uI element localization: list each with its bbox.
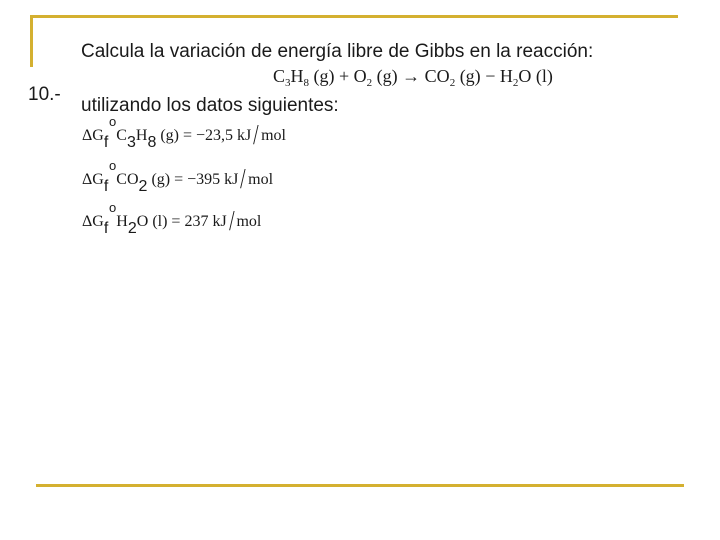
formula-part-a: H [116,213,128,230]
formation-subscript: f [103,220,109,237]
delta-g-text: ΔG [82,127,104,144]
reactant-1-atom-h: H [290,66,304,86]
product-2-sub: 2 [512,77,519,89]
fraction-slash-icon: / [228,206,235,237]
data-intro-text: utilizando los datos siguientes: [81,95,339,116]
reactant-2-sub: 2 [366,77,373,89]
formula-sub-a: 2 [127,220,137,237]
frame-left-border [30,15,33,67]
plus-sign: + [334,66,354,86]
formula-part-a: CO [116,171,139,188]
product-2-atom-o: O [518,66,532,86]
state-equals: (g) = [156,127,197,144]
formula-sub-b: 8 [147,134,157,151]
instruction-text: Calcula la variación de energía libre de Gibbs en la reacción: [81,41,594,62]
delta-g-symbol [82,158,117,189]
standard-superscript: o [109,200,117,215]
product-1-sub: 2 [449,77,456,89]
reactant-1-sub-2: 8 [303,77,310,89]
reaction-equation [273,66,553,87]
reactant-2-state: (g) [372,66,398,86]
gibbs-unit: mol [236,213,262,230]
formula-sub-a: 2 [138,178,148,195]
delta-g-symbol [82,200,117,231]
state-equals: (l) = [148,213,185,230]
gibbs-unit: mol [261,127,286,144]
formation-subscript: f [103,178,109,195]
frame-bottom-border [36,484,684,487]
standard-superscript: o [109,114,117,129]
reactant-1-atom-c: C [273,66,286,86]
formula-part-a: C [116,127,127,144]
state-equals: (g) = [147,171,188,188]
slide-number: 10.- [28,84,61,105]
product-1-formula: CO [424,66,450,86]
gibbs-unit: mol [248,171,274,188]
gibbs-data-co2 [82,158,274,195]
fraction-slash-icon: / [253,120,259,151]
reactant-2-atom: O [353,66,367,86]
gibbs-value: −23,5 kJ [196,127,252,144]
frame-top-border [30,15,678,18]
standard-superscript: o [109,158,117,173]
formula-part-b: O [136,213,149,230]
gibbs-data-propane [82,114,286,151]
reactant-1-state: (g) [309,66,335,86]
product-1-state: (g) [455,66,481,86]
delta-g-symbol [82,114,117,145]
gibbs-value: −395 kJ [187,171,239,188]
fraction-slash-icon: / [240,164,246,195]
minus-sign: − [480,66,500,86]
formula-sub-a: 3 [126,134,136,151]
reaction-arrow-icon: → [397,66,425,86]
gibbs-data-water [82,200,262,237]
reactant-1-sub-1: 3 [285,77,291,89]
product-2-atom-h: H [499,66,513,86]
formation-subscript: f [103,134,109,151]
product-2-state: (l) [531,66,553,86]
gibbs-value: 237 kJ [184,213,227,230]
delta-g-text: ΔG [82,213,104,230]
formula-part-b: H [135,127,148,144]
delta-g-text: ΔG [82,171,104,188]
